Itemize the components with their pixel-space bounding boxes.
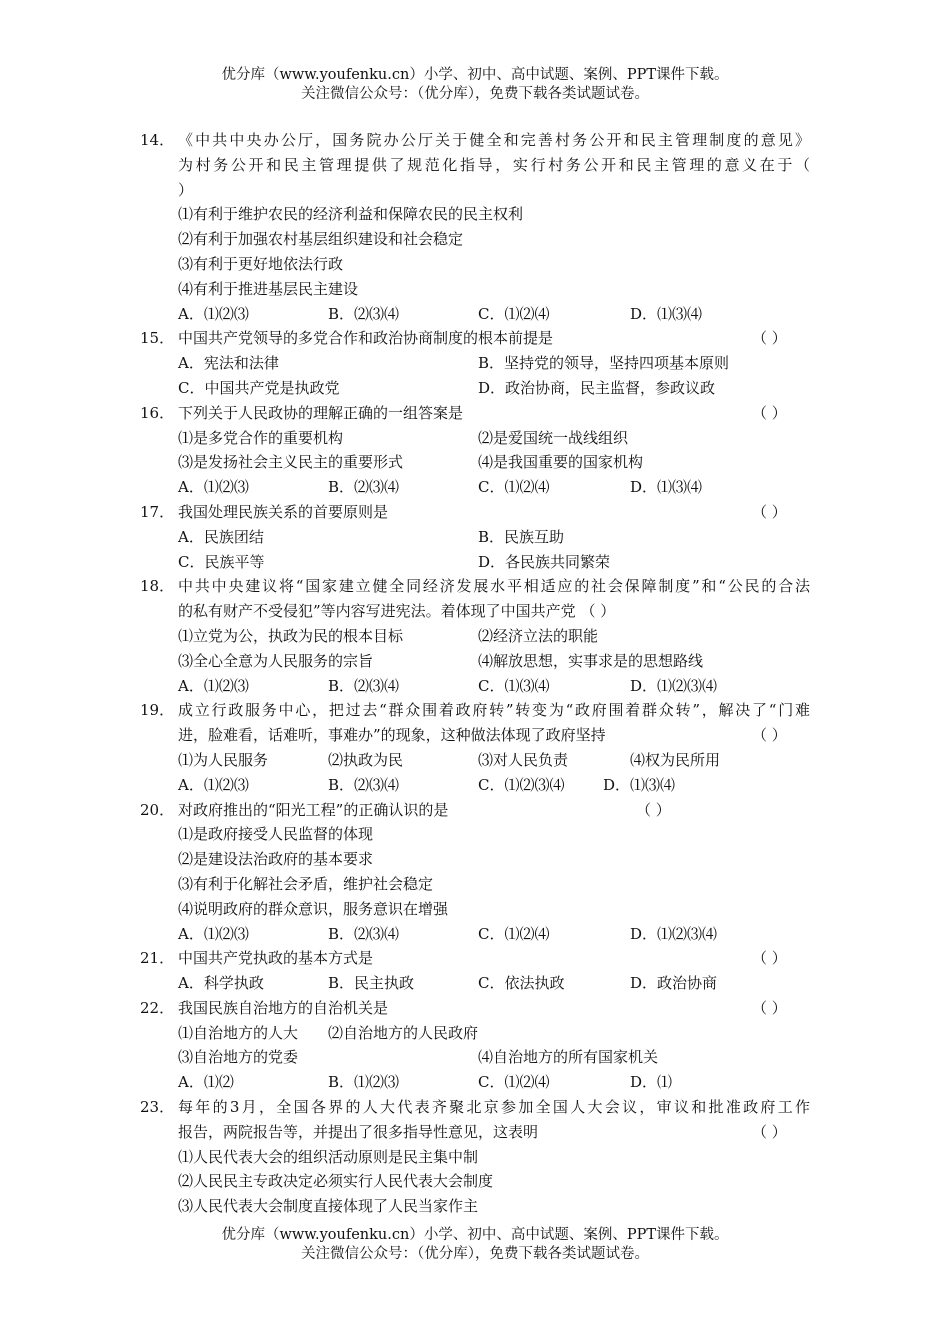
q17-option-b: B．民族互助 (478, 527, 565, 546)
q17-stem: 17． 我国处理民族关系的首要原则是 （ ） (140, 500, 810, 525)
q15-option-d: D．政治协商，民主监督，参政议政 (478, 378, 716, 397)
q20-item: ⑷说明政府的群众意识，服务意识在增强 (178, 899, 449, 918)
header-line-1: 优分库（www.youfenku.cn）小学、初中、高中试题、案例、PPT课件下载。 (221, 67, 729, 83)
q22-option-c: C．⑴⑵⑷ (478, 1073, 550, 1092)
q22-items-row-2: ⑶自治地方的党委 ⑷自治地方的所有国家机关 (178, 1048, 659, 1067)
q23-item: ⑶人民代表大会制度直接体现了人民当家作主 (178, 1197, 479, 1216)
q21-option-b: B．民主执政 (328, 974, 415, 993)
q23-item: ⑴人民代表大会的组织活动原则是民主集中制 (178, 1147, 479, 1166)
q18-items-row-1: ⑴立党为公，执政为民的根本目标 ⑵经济立法的职能 (178, 626, 599, 645)
q15-stem: 15． 中国共产党领导的多党合作和政治协商制度的根本前提是 （ ） (140, 326, 810, 351)
answer-paren: （ ） (752, 329, 787, 348)
q18-option-d: D．⑴⑵⑶⑷ (630, 676, 718, 695)
q23-stem-line-1: 23． 每年的3月，全国各界的人大代表齐聚北京参加全国人大会议，审议和批准政府工作 (140, 1095, 810, 1120)
q20-option-d: D．⑴⑵⑶⑷ (630, 924, 718, 943)
answer-paren: （ ） (752, 998, 787, 1017)
q14-option-d: D．⑴⑶⑷ (630, 304, 703, 323)
q23-stem-line-2: 报告，两院报告等，并提出了很多指导性意见，这表明 （ ） (140, 1120, 810, 1145)
q22-option-d: D．⑴ (630, 1073, 673, 1092)
q19-number: 19． (140, 701, 175, 720)
q19-stem-line-2: 进，脸难看，话难听，事难办”的现象，这种做法体现了政府坚持 （ ） (140, 723, 810, 748)
q19-stem-line-1: 19． 成立行政服务中心，把过去“群众围着政府转”转变为“政府围着群众转”，解决了“门难 (140, 698, 810, 723)
q21-number: 21． (140, 949, 175, 968)
q17-options-row-2 (140, 550, 810, 575)
q21-option-c: C．依法执政 (478, 974, 565, 993)
q20-option-b: B．⑵⑶⑷ (328, 924, 400, 943)
q21-stem: 21． 中国共产党执政的基本方式是 （ ） (140, 946, 810, 971)
q19-option-d: D．⑴⑶⑷ (603, 775, 676, 794)
answer-paren: （ ） (752, 949, 787, 968)
q19-option-b: B．⑵⑶⑷ (328, 775, 400, 794)
q16-stem: 16． 下列关于人民政协的理解正确的一组答案是 （ ） (140, 401, 810, 426)
q15-options-row-1 (140, 351, 810, 376)
q20-stem: 20． 对政府推出的“阳光工程”的正确认识的是 （ ） (140, 798, 810, 823)
answer-paren: （ ） (752, 403, 787, 422)
footer-line-2: 关注微信公众号：（优分库），免费下载各类试题试卷。 (301, 1246, 649, 1262)
q14-option-a: A．⑴⑵⑶ (178, 304, 249, 323)
q14-stem-line-1: 14． 《中共中央办公厅，国务院办公厅关于健全和完善村务公开和民主管理制度的意见》 (140, 128, 810, 153)
page-footer (0, 1226, 950, 1264)
q19-option-c: C．⑴⑵⑶⑷ (478, 775, 565, 794)
q14-item: ⑴有利于维护农民的经济利益和保障农民的民主权利 (178, 205, 524, 224)
q14-item: ⑵有利于加强农村基层组织建设和社会稳定 (178, 230, 464, 249)
q21-option-d: D．政治协商 (630, 974, 718, 993)
q18-items-row-2: ⑶全心全意为人民服务的宗旨 ⑷解放思想，实事求是的思想路线 (178, 651, 704, 670)
q16-options (140, 475, 810, 500)
q14-option-b: B．⑵⑶⑷ (328, 304, 400, 323)
q18-number: 18． (140, 577, 175, 596)
question-list (140, 128, 810, 1219)
q15-option-a: A．宪法和法律 (178, 354, 279, 373)
q14-stem-line-3: ） (178, 180, 194, 199)
q20-options (140, 922, 810, 947)
q14-item: ⑷有利于推进基层民主建设 (178, 279, 359, 298)
q16-option-a: A．⑴⑵⑶ (178, 478, 249, 497)
q15-number: 15． (140, 329, 175, 348)
q16-option-b: B．⑵⑶⑷ (328, 478, 400, 497)
q23-number: 23． (140, 1098, 175, 1117)
q18-options (140, 674, 810, 699)
q19-option-a: A．⑴⑵⑶ (178, 775, 249, 794)
q20-item: ⑶有利于化解社会矛盾，维护社会稳定 (178, 874, 434, 893)
q17-option-a: A．民族团结 (178, 527, 264, 546)
q20-item: ⑴是政府接受人民监督的体现 (178, 825, 374, 844)
q15-option-c: C．中国共产党是执政党 (178, 378, 340, 397)
q18-option-b: B．⑵⑶⑷ (328, 676, 400, 695)
q19-items: ⑴为人民服务 ⑵执政为民 ⑶对人民负责 ⑷权为民所用 (178, 750, 721, 769)
q16-items-row-1: ⑴是多党合作的重要机构 ⑵是爱国统一战线组织 (178, 428, 629, 447)
q14-number: 14． (140, 131, 175, 149)
q22-options (140, 1070, 810, 1095)
answer-paren: （ ） (752, 726, 787, 745)
q18-stem-line-1: 18． 中共中央建议将“国家建立健全同经济发展水平相适应的社会保障制度”和“公民的合法 (140, 574, 810, 599)
q15-options-row-2 (140, 376, 810, 401)
q18-stem-line-2: 的私有财产不受侵犯”等内容写进宪法。着体现了中国共产党 （ ） (178, 602, 616, 621)
answer-paren: （ ） (752, 1122, 787, 1141)
q17-option-c: C．民族平等 (178, 552, 265, 571)
q14-stem-line-2: 为村务公开和民主管理提供了规范化指导，实行村务公开和民主管理的意义在于（ (178, 155, 810, 174)
q22-stem: 22． 我国民族自治地方的自治机关是 （ ） (140, 996, 810, 1021)
q14-option-c: C．⑴⑵⑷ (478, 304, 550, 323)
q20-number: 20． (140, 800, 175, 819)
q20-option-a: A．⑴⑵⑶ (178, 924, 249, 943)
footer-line-1: 优分库（www.youfenku.cn）小学、初中、高中试题、案例、PPT课件下载。 (221, 1227, 729, 1243)
q18-option-a: A．⑴⑵⑶ (178, 676, 249, 695)
q22-option-a: A．⑴⑵ (178, 1073, 234, 1092)
q17-option-d: D．各民族共同繁荣 (478, 552, 611, 571)
answer-paren: （ ） (752, 502, 787, 521)
q19-options (140, 773, 810, 798)
q16-items-row-2: ⑶是发扬社会主义民主的重要形式 ⑷是我国重要的国家机构 (178, 453, 644, 472)
q17-number: 17． (140, 502, 175, 521)
q22-option-b: B．⑴⑵⑶ (328, 1073, 400, 1092)
answer-paren: （ ） (636, 800, 671, 819)
q18-option-c: C．⑴⑶⑷ (478, 676, 550, 695)
q21-option-a: A．科学执政 (178, 974, 264, 993)
q22-number: 22． (140, 998, 175, 1017)
page-header (0, 66, 950, 104)
q20-item: ⑵是建设法治政府的基本要求 (178, 850, 374, 869)
q15-option-b: B．坚持党的领导，坚持四项基本原则 (478, 354, 730, 373)
q21-options (140, 971, 810, 996)
q14-options (140, 302, 810, 327)
q22-items-row-1: ⑴自治地方的人大 ⑵自治地方的人民政府 (178, 1023, 479, 1042)
q16-option-d: D．⑴⑶⑷ (630, 478, 703, 497)
q23-item: ⑵人民民主专政决定必须实行人民代表大会制度 (178, 1172, 494, 1191)
q17-options-row-1 (140, 525, 810, 550)
header-line-2: 关注微信公众号：（优分库），免费下载各类试题试卷。 (301, 86, 649, 102)
q20-option-c: C．⑴⑵⑷ (478, 924, 550, 943)
q16-number: 16． (140, 403, 175, 422)
q14-item: ⑶有利于更好地依法行政 (178, 254, 344, 273)
q16-option-c: C．⑴⑵⑷ (478, 478, 550, 497)
